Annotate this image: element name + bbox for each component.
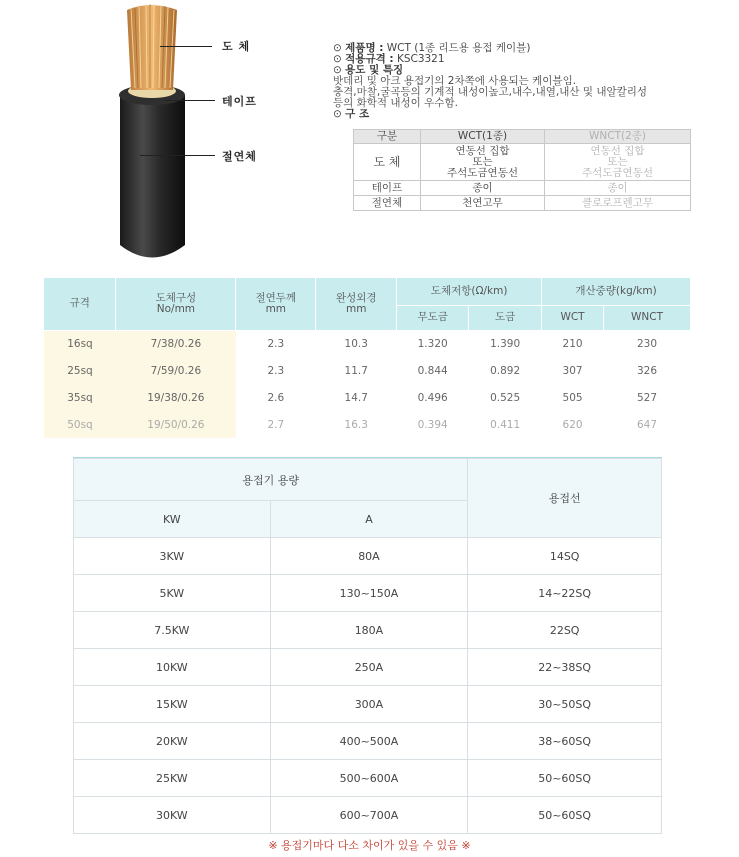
cell-line: 또는 xyxy=(607,155,628,168)
weld-cell: 25KW xyxy=(74,760,271,797)
table-row xyxy=(354,196,691,211)
spec-cell: 0.411 xyxy=(490,418,521,431)
weld-cell: 14~22SQ xyxy=(468,575,662,612)
table-row xyxy=(354,130,691,144)
weld-cell: 20KW xyxy=(74,723,271,760)
product-info xyxy=(333,43,733,120)
table-row xyxy=(74,649,662,686)
bullet-icon: ⊙ xyxy=(333,42,342,54)
specification-table xyxy=(44,278,691,438)
spec-header-resistance: 도체저항(Ω/km) xyxy=(397,278,542,305)
structure-label-conductor: 도 체 xyxy=(354,144,421,181)
table-row xyxy=(44,330,691,357)
spec-cell: 2.7 xyxy=(267,418,285,431)
structure-wct-conductor xyxy=(421,144,545,181)
table-row xyxy=(354,181,691,196)
spec-cell: 0.496 xyxy=(417,391,448,404)
spec-cell: 230 xyxy=(636,337,658,350)
structure-wnct-tape: 종이 xyxy=(545,181,691,196)
weld-cell: 22SQ xyxy=(468,612,662,649)
weld-cell: 7.5KW xyxy=(74,612,271,649)
bullet-icon: ⊙ xyxy=(333,53,342,65)
insulation-leader-line xyxy=(140,155,215,156)
weld-cell: 38~60SQ xyxy=(468,723,662,760)
footnote: ※ 용접기마다 다소 차이가 있을 수 있음 ※ xyxy=(268,839,471,852)
conductor-leader-line xyxy=(160,46,212,47)
spec-header-thickness xyxy=(236,278,316,330)
table-row xyxy=(74,538,662,575)
spec-cell: 0.844 xyxy=(417,364,448,377)
structure-wnct-insulation: 클로로프렌고무 xyxy=(545,196,691,211)
insulation-label: 절연체 xyxy=(222,150,257,163)
usage-line-3: 등의 화학적 내성이 우수함. xyxy=(333,97,458,109)
structure-header-wct: WCT(1종) xyxy=(421,130,545,144)
spec-cell: 19/50/0.26 xyxy=(116,411,236,438)
tape-label: 테이프 xyxy=(222,95,257,108)
cell-line: 주석도금연동선 xyxy=(446,166,518,179)
table-header-row xyxy=(74,459,662,501)
structure-header-wnct: WNCT(2종) xyxy=(545,130,691,144)
table-row xyxy=(74,575,662,612)
weld-header-kw: KW xyxy=(74,501,271,538)
spec-header-weight-wct: WCT xyxy=(542,305,604,330)
weld-cell: 10KW xyxy=(74,649,271,686)
table-row xyxy=(74,686,662,723)
weld-cell: 50~60SQ xyxy=(468,760,662,797)
weld-cell: 15KW xyxy=(74,686,271,723)
structure-heading: 구 조 xyxy=(345,108,370,120)
spec-cell: 16.3 xyxy=(344,418,368,431)
spec-cell: 527 xyxy=(636,391,658,404)
weld-cell: 30KW xyxy=(74,797,271,834)
spec-cell: 10.3 xyxy=(344,337,368,350)
spec-header-res-bare: 무도금 xyxy=(397,305,469,330)
product-name-value: WCT (1종 리드용 용접 케이블) xyxy=(386,42,531,54)
spec-cell: 0.892 xyxy=(490,364,521,377)
spec-header-size: 규격 xyxy=(44,278,116,330)
header-line: 도체구성 xyxy=(155,291,197,304)
cell-line: 주석도금연동선 xyxy=(581,166,653,179)
weld-header-capacity: 용접기 용량 xyxy=(74,459,468,501)
spec-cell: 7/38/0.26 xyxy=(116,330,236,357)
structure-label-insulation: 절연체 xyxy=(354,196,421,211)
spec-cell: 25sq xyxy=(44,357,116,384)
spec-cell: 0.394 xyxy=(417,418,448,431)
weld-cell: 30~50SQ xyxy=(468,686,662,723)
weld-cell: 50~60SQ xyxy=(468,797,662,834)
spec-cell: 647 xyxy=(636,418,658,431)
spec-cell: 11.7 xyxy=(344,364,368,377)
structure-wct-insulation: 천연고무 xyxy=(421,196,545,211)
header-line: mm xyxy=(265,302,287,315)
table-row xyxy=(74,760,662,797)
cell-line: 연동선 집합 xyxy=(455,144,510,157)
spec-cell: 1.390 xyxy=(490,337,521,350)
spec-cell: 16sq xyxy=(44,330,116,357)
spec-cell: 35sq xyxy=(44,384,116,411)
structure-heading-row xyxy=(333,109,733,120)
spec-cell: 19/38/0.26 xyxy=(116,384,236,411)
welding-capacity-table xyxy=(73,458,662,834)
bullet-icon: ⊙ xyxy=(333,64,342,76)
weld-cell: 180A xyxy=(270,612,468,649)
spec-cell: 210 xyxy=(562,337,583,350)
product-name-label: 제품명 : xyxy=(345,42,384,54)
weld-cell: 500~600A xyxy=(270,760,468,797)
spec-header-diameter xyxy=(316,278,397,330)
table-row xyxy=(44,384,691,411)
table-row xyxy=(44,357,691,384)
weld-cell: 130~150A xyxy=(270,575,468,612)
weld-cell: 3KW xyxy=(74,538,271,575)
standard-label: 적용규격 : xyxy=(345,53,394,65)
spec-header-weight-wnct: WNCT xyxy=(604,305,691,330)
tape-leader-line xyxy=(165,100,215,101)
header-line: 완성외경 xyxy=(335,291,377,304)
table-header-row xyxy=(44,278,691,305)
weld-cell: 600~700A xyxy=(270,797,468,834)
spec-cell: 50sq xyxy=(44,411,116,438)
usage-line-1: 밧데리 및 아크 용접기의 2차쪽에 사용되는 케이블임. xyxy=(333,75,577,87)
spec-cell: 1.320 xyxy=(417,337,448,350)
bullet-icon: ⊙ xyxy=(333,108,342,120)
spec-header-conductor xyxy=(116,278,236,330)
spec-cell: 2.6 xyxy=(267,391,285,404)
cell-line: 연동선 집합 xyxy=(590,144,645,157)
structure-header-type: 구분 xyxy=(354,130,421,144)
weld-cell: 400~500A xyxy=(270,723,468,760)
spec-cell: 307 xyxy=(562,364,583,377)
weld-cell: 14SQ xyxy=(468,538,662,575)
weld-header-a: A xyxy=(270,501,468,538)
weld-cell: 80A xyxy=(270,538,468,575)
spec-cell: 505 xyxy=(562,391,583,404)
spec-cell: 0.525 xyxy=(490,391,521,404)
header-line: mm xyxy=(345,302,367,315)
standard-value: KSC3321 xyxy=(396,53,445,65)
spec-cell: 2.3 xyxy=(267,337,285,350)
weld-cell: 300A xyxy=(270,686,468,723)
cable-illustration xyxy=(95,0,205,262)
weld-cell: 250A xyxy=(270,649,468,686)
spec-header-res-plated: 도금 xyxy=(469,305,542,330)
structure-label-tape: 테이프 xyxy=(354,181,421,196)
spec-cell: 7/59/0.26 xyxy=(116,357,236,384)
header-line: No/mm xyxy=(156,302,196,315)
weld-cell: 5KW xyxy=(74,575,271,612)
usage-line-2: 충격,마찰,굴곡등의 기계적 내성이높고,내수,내열,내산 및 내알칼리성 xyxy=(333,86,648,98)
structure-wnct-conductor xyxy=(545,144,691,181)
structure-table xyxy=(353,129,691,211)
usage-heading: 용도 및 특징 xyxy=(345,64,404,76)
structure-wct-tape: 종이 xyxy=(421,181,545,196)
table-row xyxy=(74,797,662,834)
header-line: 절연두께 xyxy=(255,291,297,304)
weld-cell: 22~38SQ xyxy=(468,649,662,686)
spec-cell: 326 xyxy=(636,364,658,377)
table-row xyxy=(74,723,662,760)
spec-cell: 14.7 xyxy=(344,391,368,404)
table-row xyxy=(354,144,691,181)
spec-header-weight: 개산중량(kg/km) xyxy=(542,278,691,305)
spec-cell: 2.3 xyxy=(267,364,285,377)
weld-header-cable: 용접선 xyxy=(468,459,662,538)
cell-line: 또는 xyxy=(472,155,493,168)
table-row xyxy=(74,612,662,649)
table-row xyxy=(44,411,691,438)
spec-cell: 620 xyxy=(562,418,583,431)
conductor-label: 도 체 xyxy=(222,40,251,53)
